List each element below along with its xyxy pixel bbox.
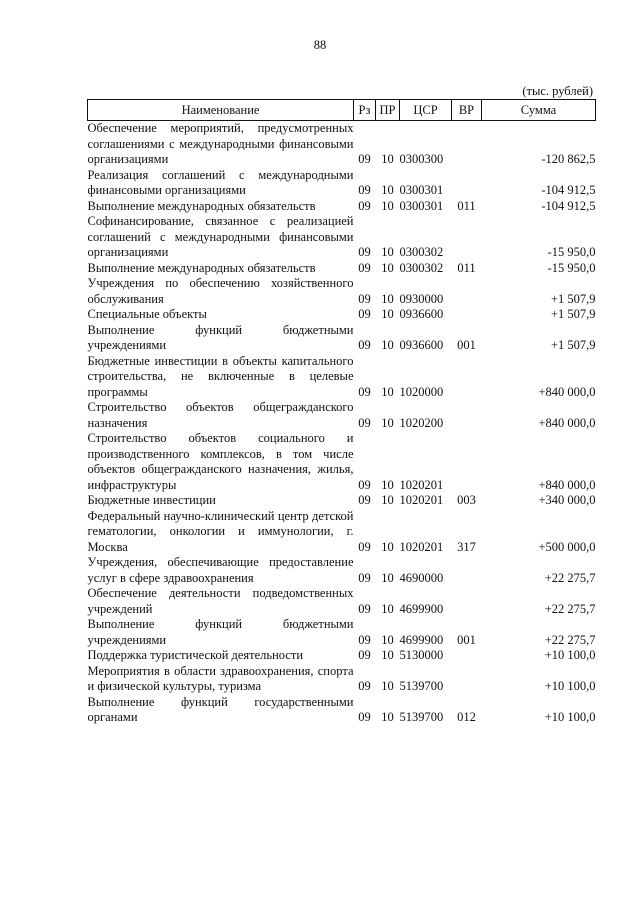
- row-csr: 0936600: [399, 338, 444, 352]
- row-name: Выполнение функций бюджетными учреждениями: [87, 322, 354, 352]
- row-name: Обеспечение мероприятий, предусмотренных соглашениями с международными финансовыми организациями: [87, 121, 354, 166]
- page-number: 88: [313, 38, 327, 52]
- row-rz: 09: [358, 152, 371, 166]
- row-vr: 011: [457, 260, 476, 275]
- row-pr: 10: [381, 415, 394, 430]
- row-pr: 10: [381, 539, 394, 554]
- row-sum: -104 912,5: [541, 198, 596, 213]
- table-row: [88, 586, 596, 617]
- row-rz: 09: [358, 648, 371, 662]
- row-name: Учреждения, обеспечивающие предоставление услуг в сфере здравоохранения: [87, 555, 354, 585]
- row-sum: -104 912,5: [541, 183, 596, 197]
- row-sum: +22 275,7: [544, 601, 596, 616]
- row-pr: 10: [381, 493, 394, 507]
- row-vr: [452, 168, 482, 199]
- header-name: Наименование: [88, 100, 354, 121]
- row-csr: 5139700: [399, 710, 444, 724]
- row-pr: 10: [381, 307, 394, 321]
- table-row: [88, 199, 596, 215]
- row-rz: 09: [358, 183, 371, 197]
- row-pr: 10: [381, 183, 394, 197]
- row-pr: 10: [381, 198, 394, 213]
- row-rz: 09: [358, 493, 371, 507]
- row-name: Строительство объектов социального и производственного комплексов, в том числе объектов общегражданского назначения, жилья, инфраструктуры: [87, 431, 354, 492]
- row-csr: 0300300: [399, 152, 444, 166]
- header-pr: ПР: [376, 100, 400, 121]
- row-csr: 4690000: [399, 570, 444, 585]
- row-csr: 4699900: [399, 601, 444, 616]
- row-vr: [452, 664, 482, 695]
- table-row: [88, 509, 596, 556]
- row-vr: [452, 555, 482, 586]
- row-rz: 09: [358, 632, 371, 647]
- row-name: Учреждения по обеспечению хозяйственного обслуживания: [87, 276, 354, 306]
- row-sum: +500 000,0: [538, 539, 596, 554]
- row-pr: 10: [381, 601, 394, 616]
- row-sum: -15 950,0: [547, 245, 596, 259]
- row-sum: +840 000,0: [538, 384, 596, 399]
- row-csr: 0936600: [399, 307, 444, 321]
- header-row: [88, 100, 596, 121]
- row-pr: 10: [381, 291, 394, 306]
- table-row: [88, 493, 596, 509]
- row-sum: +840 000,0: [538, 415, 596, 430]
- row-name: Выполнение международных обязательств: [87, 260, 316, 275]
- budget-table: [87, 99, 596, 726]
- header-vr: ВР: [452, 100, 482, 121]
- row-vr: [452, 276, 482, 307]
- row-name: Бюджетные инвестиции: [87, 493, 216, 507]
- row-csr: 5130000: [399, 648, 444, 662]
- row-sum: +10 100,0: [544, 679, 596, 693]
- row-csr: 0930000: [399, 291, 444, 306]
- row-csr: 4699900: [399, 632, 444, 647]
- row-rz: 09: [358, 338, 371, 352]
- table-row: [88, 168, 596, 199]
- row-rz: 09: [358, 477, 371, 492]
- table-row: [88, 555, 596, 586]
- row-sum: +1 507,9: [550, 291, 596, 306]
- table-row: [88, 214, 596, 261]
- row-csr: 0300301: [399, 198, 444, 213]
- row-sum: +1 507,9: [550, 307, 596, 321]
- row-vr: 012: [457, 710, 476, 724]
- row-vr: [452, 400, 482, 431]
- row-rz: 09: [358, 710, 371, 724]
- row-vr: 317: [457, 539, 476, 554]
- row-sum: -120 862,5: [541, 152, 596, 166]
- row-pr: 10: [381, 477, 394, 492]
- row-csr: 1020201: [399, 493, 444, 507]
- row-vr: [452, 307, 482, 323]
- header-rz: Рз: [354, 100, 376, 121]
- row-pr: 10: [381, 570, 394, 585]
- row-vr: 011: [457, 198, 476, 213]
- units-label: (тыс. рублей): [522, 84, 593, 98]
- row-pr: 10: [381, 152, 394, 166]
- table-header: [88, 100, 596, 121]
- header-csr: ЦСР: [400, 100, 452, 121]
- row-name: Мероприятия в области здравоохранения, спорта и физической культуры, туризма: [87, 663, 354, 693]
- row-name: Бюджетные инвестиции в объекты капитального строительства, не включенные в целевые программы: [87, 353, 354, 399]
- row-name: Реализация соглашений с международными финансовыми организациями: [87, 167, 354, 197]
- row-csr: 1020201: [399, 477, 444, 492]
- row-pr: 10: [381, 710, 394, 724]
- table-row: [88, 323, 596, 354]
- row-rz: 09: [358, 307, 371, 321]
- row-rz: 09: [358, 601, 371, 616]
- row-sum: -15 950,0: [547, 260, 596, 275]
- row-sum: +10 100,0: [544, 648, 596, 662]
- row-pr: 10: [381, 338, 394, 352]
- row-rz: 09: [358, 415, 371, 430]
- row-pr: 10: [381, 648, 394, 662]
- row-rz: 09: [358, 260, 371, 275]
- table-row: [88, 400, 596, 431]
- row-csr: 1020200: [399, 415, 444, 430]
- row-vr: [452, 586, 482, 617]
- row-sum: +1 507,9: [550, 338, 596, 352]
- row-vr: 001: [457, 632, 476, 647]
- row-rz: 09: [358, 539, 371, 554]
- row-pr: 10: [381, 632, 394, 647]
- row-vr: [452, 214, 482, 261]
- row-sum: +22 275,7: [544, 570, 596, 585]
- row-csr: 1020201: [399, 539, 444, 554]
- row-csr: 0300302: [399, 260, 444, 275]
- row-csr: 5139700: [399, 679, 444, 693]
- row-vr: [452, 648, 482, 664]
- table-row: [88, 354, 596, 401]
- row-csr: 0300301: [399, 183, 444, 197]
- row-pr: 10: [381, 679, 394, 693]
- row-name: Софинансирование, связанное с реализацией соглашений с международными финансовыми организациями: [87, 214, 354, 259]
- table-row: [88, 261, 596, 277]
- row-name: Выполнение функций бюджетными учреждениями: [87, 617, 354, 647]
- row-name: Специальные объекты: [87, 307, 207, 321]
- row-vr: 001: [457, 338, 476, 352]
- row-rz: 09: [358, 198, 371, 213]
- row-vr: [452, 121, 482, 168]
- row-vr: [452, 354, 482, 401]
- table-row: [88, 276, 596, 307]
- row-vr: [452, 431, 482, 493]
- row-vr: 003: [457, 493, 476, 507]
- table-row: [88, 664, 596, 695]
- row-pr: 10: [381, 260, 394, 275]
- table-body: [88, 121, 596, 726]
- table-row: [88, 648, 596, 664]
- row-sum: +22 275,7: [544, 632, 596, 647]
- row-name: Выполнение функций государственными органами: [87, 694, 354, 724]
- row-name: Обеспечение деятельности подведомственных учреждений: [87, 586, 354, 616]
- row-pr: 10: [381, 384, 394, 399]
- table-row: [88, 431, 596, 493]
- table-row: [88, 617, 596, 648]
- row-sum: +340 000,0: [538, 493, 596, 507]
- row-rz: 09: [358, 384, 371, 399]
- row-name: Поддержка туристической деятельности: [87, 648, 304, 662]
- row-sum: +10 100,0: [544, 710, 596, 724]
- row-csr: 0300302: [399, 245, 444, 259]
- header-sum: Сумма: [482, 100, 596, 121]
- table-row: [88, 695, 596, 726]
- row-rz: 09: [358, 245, 371, 259]
- row-name: Выполнение международных обязательств: [87, 198, 316, 213]
- table-row: [88, 121, 596, 168]
- row-name: Строительство объектов общегражданского назначения: [87, 400, 354, 430]
- table-row: [88, 307, 596, 323]
- row-rz: 09: [358, 679, 371, 693]
- row-sum: +840 000,0: [538, 477, 596, 492]
- row-rz: 09: [358, 291, 371, 306]
- row-rz: 09: [358, 570, 371, 585]
- row-csr: 1020000: [399, 384, 444, 399]
- row-name: Федеральный научно-клинический центр детской гематологии, онкологии и иммунологии, г. Москва: [87, 508, 354, 554]
- row-pr: 10: [381, 245, 394, 259]
